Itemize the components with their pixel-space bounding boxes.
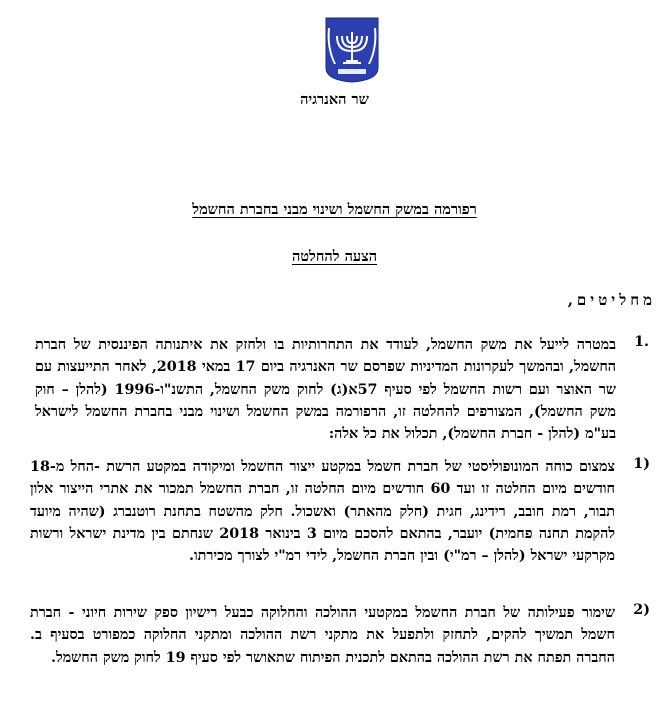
subitem-2-paragraph: שימור פעילותה של חברת החשמל במקטעי ההולכה והחלוקה כבעל רישיון ספק שירות חיוני - חברת חשמל תמשיך להקים, לתחזק ולתפעל את מתקני רשת ההולכה ומתקני החלוקה כמפורט בסעיף ב. החברה תפתח את רשת ההולכה בהתאם לתכנית הפיתוח שתאושר לפי סעיף 19 לחוק משק החשמל. [30,605,615,666]
document-subtitle [0,246,669,266]
document-title-text: רפורמה במשק החשמל ושינוי מבני בחברת החשמל [192,201,477,218]
document-subtitle-text: הצעה להחלטה [291,248,378,265]
ministry-name: שר האנרגיה [300,91,369,108]
item-1-number: 1. [634,334,649,350]
subitem-2-number: 2) [633,602,650,618]
decided-heading: מחליטים, [567,291,656,309]
document-title [0,199,669,219]
state-of-israel-emblem-icon [322,14,382,84]
subitem-1-paragraph: צמצום כוחה המונופוליסטי של חברת חשמל במקטע ייצור החשמל ומיקודה במקטע הרשת -החל מ-18 חודשים מיום החלטה זו ועד 60 חודשים מיום החלטה זו, חברת החשמל תמכור את אתרי הייצור אלון תבור, רמת חובב, רידינג, חגית (חלק מהאתר) ואשכול. חלק מהשטח בתחנת רוטנברג (שהיה מיועד להקמת תחנה פחמית) יועבר, בהתאם להסכם מיום 3 בינואר 2018 שנחתם בין מדינת ישראל ורשות מקרקעי ישראל (להלן – רמ"י) ובין חברת החשמל, לידי רמ"י לצורך מכירתו. [30,459,616,565]
item-1-paragraph: במטרה לייעל את משק החשמל, לעודד את התחרותיות בו ולחזק את איתנותה הפיננסית של חברת החשמל, ובהמשך לעקרונות המדיניות שפרסם שר האנרגיה ביום 17 במאי 2018, לאחר התייעצות עם שר האוצר ועם רשות החשמל לפי סעיף 57א(ג) לחוק משק החשמל, התשנ"ו-1996 (להלן – חוק משק החשמל), המצורפים להחלטה זו, הרפורמה במשק החשמל ושינוי מבני בחברת החשמל לישראל בע"מ (להלן - חברת החשמל), תכלול את כל אלה: [35,337,616,443]
subitem-1-number: 1) [633,456,650,472]
